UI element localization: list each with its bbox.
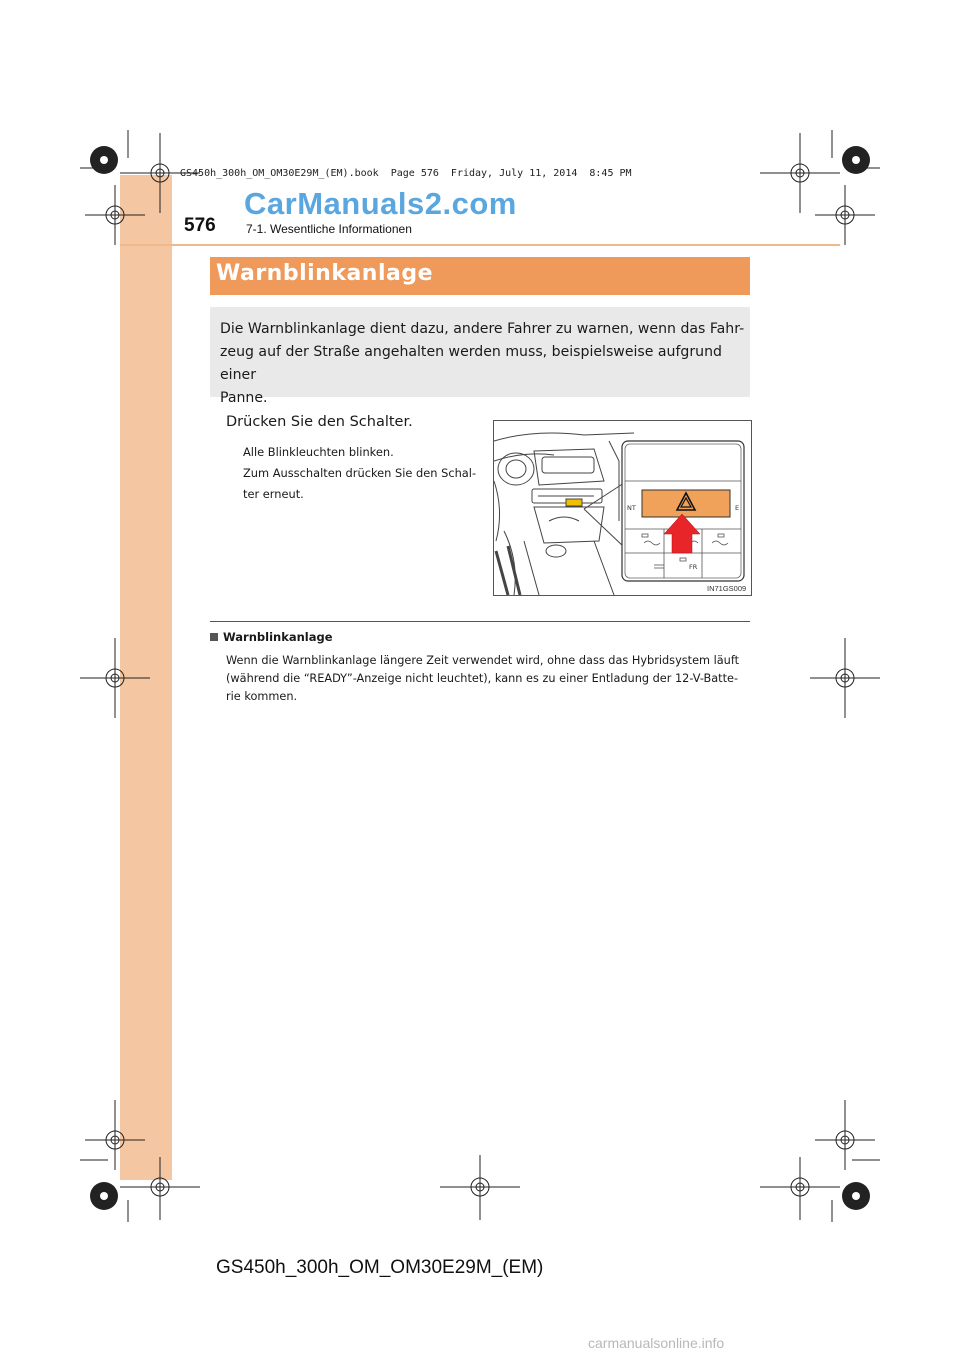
- registration-mark: [815, 185, 875, 245]
- registration-mark: [760, 133, 840, 213]
- panel-label: E: [735, 504, 740, 512]
- registration-mark: [80, 638, 150, 718]
- instruction-text: Drücken Sie den Schalter.: [226, 414, 413, 430]
- note-divider: [210, 621, 750, 622]
- watermark-bottom: carmanualsonline.info: [588, 1335, 725, 1351]
- intro-line: zeug auf der Straße angehalten werden muss, beispielsweise aufgrund einer: [220, 344, 722, 383]
- intro-line: Die Warnblinkanlage dient dazu, andere Fahrer zu warnen, wenn das Fahr-: [220, 321, 745, 337]
- detail-line: Alle Blinkleuchten blinken.: [243, 445, 394, 459]
- intro-text: [220, 318, 750, 410]
- note-line: Wenn die Warnblinkanlage längere Zeit verwendet wird, ohne dass das Hybridsystem läuft: [226, 654, 740, 667]
- detail-line: Zum Ausschalten drücken Sie den Schal-: [243, 466, 477, 480]
- note-body: [226, 652, 751, 706]
- corner-target: [842, 1182, 870, 1210]
- panel-label: FR: [689, 563, 698, 571]
- corner-target: [90, 146, 118, 174]
- bullet-square-icon: [210, 633, 218, 641]
- registration-mark: [440, 1155, 520, 1220]
- note-line: (während die “READY”-Anzeige nicht leuchtet), kann es zu einer Entladung der 12-V-Batte-: [226, 672, 739, 685]
- hazard-switch-illustration: [493, 420, 752, 596]
- intro-line: Panne.: [220, 390, 268, 406]
- note-heading-text: Warnblinkanlage: [223, 630, 333, 644]
- watermark-top: CarManuals2.com: [244, 186, 517, 221]
- section-title: 7-1. Wesentliche Informationen: [246, 222, 412, 236]
- detail-line: ter erneut.: [243, 487, 304, 501]
- corner-target: [842, 146, 870, 174]
- title-band: [210, 257, 750, 295]
- page-number: 576: [184, 215, 216, 236]
- intro-box: [210, 307, 750, 406]
- footer-code: GS450h_300h_OM_OM30E29M_(EM): [216, 1257, 544, 1278]
- panel-label: NT: [627, 504, 636, 512]
- note-heading: [210, 630, 333, 644]
- corner-target: [90, 1182, 118, 1210]
- registration-mark: [810, 638, 880, 718]
- header-rule: [120, 244, 840, 246]
- registration-mark: [760, 1157, 840, 1220]
- registration-mark: [85, 185, 145, 245]
- page-title: Warnblinkanlage: [216, 261, 434, 286]
- book-file-header: GS450h_300h_OM_OM30E29M_(EM).book Page 576 Friday, July 11, 2014 8:45 PM: [180, 168, 632, 179]
- registration-mark: [120, 1157, 200, 1220]
- note-line: rie kommen.: [226, 690, 298, 703]
- figure-code: IN71GS009: [707, 584, 747, 593]
- instruction-details: [243, 442, 483, 505]
